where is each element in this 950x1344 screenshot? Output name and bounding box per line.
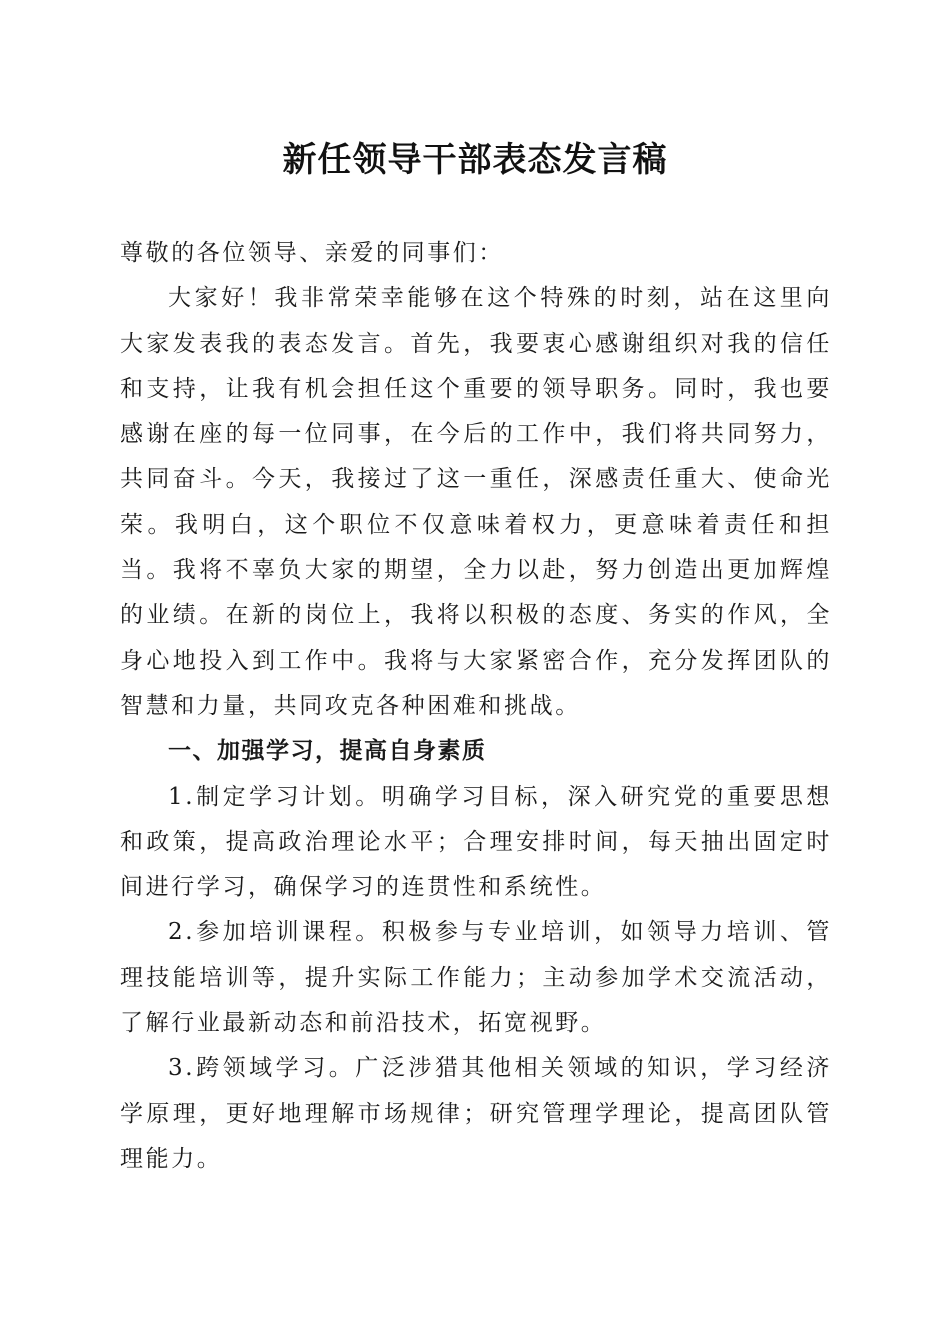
section-heading: 一、加强学习，提高自身素质 [168,738,487,765]
document-body [120,231,832,1182]
document-title: 新任领导干部表态发言稿 [282,140,668,180]
salutation: 尊敬的各位领导、亲爱的同事们： [120,240,504,266]
list-item: 2.参加培训课程。积极参与专业培训，如领导力培训、管理技能培训等，提升实际工作能力；主动参加学术交流活动，了解行业最新动态和前沿技术，拓宽视野。 [120,919,832,1037]
intro-paragraph: 大家好！我非常荣幸能够在这个特殊的时刻，站在这里向大家发表我的表态发言。首先，我要衷心感谢组织对我的信任和支持，让我有机会担任这个重要的领导职务。同时，我也要感谢在座的每一位同事，在今后的工作中，我们将共同努力，共同奋斗。今天，我接过了这一重任，深感责任重大、使命光荣。我明白，这个职位不仅意味着权力，更意味着责任和担当。我将不辜负大家的期望，全力以赴，努力创造出更加辉煌的业绩。在新的岗位上，我将以积极的态度、务实的作风，全身心地投入到工作中。我将与大家紧密合作，充分发挥团队的智慧和力量，共同攻克各种困难和挑战。 [120,285,832,719]
list-item: 3.跨领域学习。广泛涉猎其他相关领域的知识，学习经济学原理，更好地理解市场规律；研究管理学理论，提高团队管理能力。 [120,1055,832,1172]
list-item: 1.制定学习计划。明确学习目标，深入研究党的重要思想和政策，提高政治理论水平；合理安排时间，每天抽出固定时间进行学习，确保学习的连贯性和系统性。 [120,783,832,901]
